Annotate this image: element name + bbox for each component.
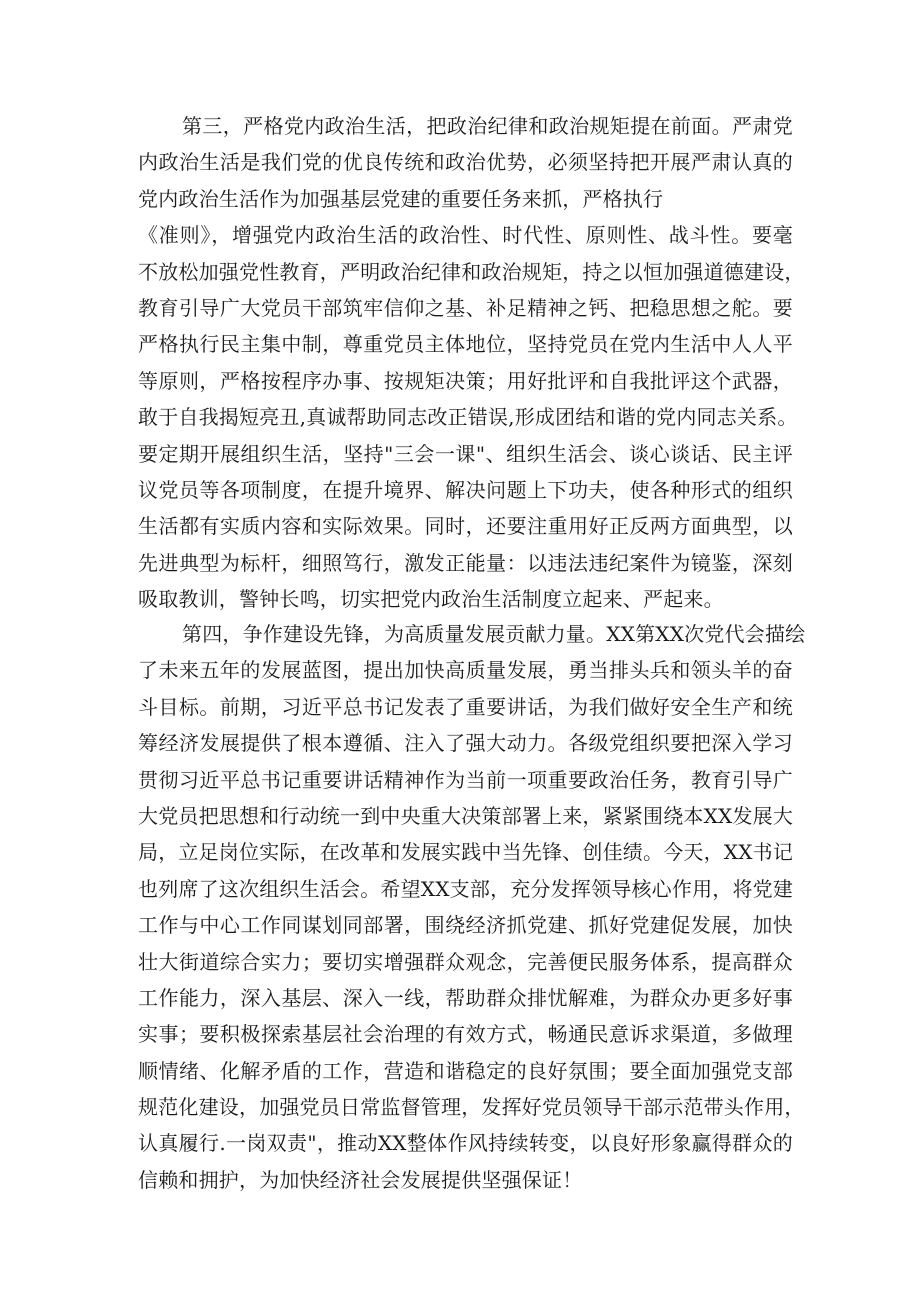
paragraph-line: 也列席了这次组织生活会。希望XX支部，充分发挥领导核心作用，将党建 [138, 876, 794, 901]
paragraph-line: 局，立足岗位实际，在改革和发展实践中当先锋、创佳绩。今天，XX书记 [138, 840, 794, 865]
paragraph-line: 工作能力，深入基层、深入一线，帮助群众排忧解难，为群众办更多好事 [138, 985, 793, 1010]
paragraph-line: 规范化建设，加强党员日常监督管理，发挥好党员领导干部示范带头作用， [138, 1095, 805, 1120]
paragraph-fourth-point [138, 616, 806, 1198]
paragraph-line: 第四，争作建设先锋，为高质量发展贡献力量。XX第XX次党代会描绘 [182, 622, 806, 646]
paragraph-line: 壮大街道综合实力；要切实增强群众观念，完善便民服务体系，提高群众 [138, 949, 793, 974]
paragraph-line: 内政治生活是我们党的优良传统和政治优势，必须坚持把开展严肃认真的 [138, 150, 793, 175]
paragraph-line: 《准则》，增强党内政治生活的政治性、时代性、原则性、战斗性。要毫 [138, 223, 793, 248]
paragraph-line: 等原则，严格按程序办事、按规矩决策；用好批评和自我批评这个武器， [138, 368, 793, 393]
paragraph-line: 议党员等各项制度，在提升境界、解决问题上下功夫，使各种形式的组织 [138, 477, 793, 502]
paragraph-line: 要定期开展组织生活，坚持"三会一课"、组织生活会、谈心谈话、民主评 [138, 441, 793, 466]
paragraph-line: 严格执行民主集中制，尊重党员主体地位，坚持党员在党内生活中人人平 [138, 332, 793, 357]
paragraph-line: 了未来五年的发展蓝图，提出加快高质量发展，勇当排头兵和领头羊的奋 [138, 658, 793, 683]
paragraph-line: 不放松加强党性教育，严明政治纪律和政治规矩，持之以恒加强道德建设， [138, 259, 805, 284]
paragraph-line: 先进典型为标杆，细照笃行，激发正能量：以违法违纪案件为镜鉴，深刻 [138, 550, 793, 575]
paragraph-line: 工作与中心工作同谋划同部署，围绕经济抓党建、抓好党建促发展，加快 [138, 913, 793, 938]
paragraph-line: 认真履行.一岗双责"，推动XX整体作风持续转变，以良好形象赢得群众的 [138, 1131, 793, 1156]
paragraph-line: 筹经济发展提供了根本遵循、注入了强大动力。各级党组织要把深入学习 [138, 731, 793, 756]
paragraph-line: 教育引导广大党员干部筑牢信仰之基、补足精神之钙、把稳思想之舵。要 [138, 295, 793, 320]
paragraph-line: 实事；要积极探索基层社会治理的有效方式，畅通民意诉求渠道，多做理 [138, 1022, 793, 1047]
paragraph-line: 敢于自我揭短亮丑,真诚帮助同志改正错误,形成团结和谐的党内同志关系。 [138, 405, 798, 430]
paragraph-line: 斗目标。前期，习近平总书记发表了重要讲话，为我们做好安全生产和统 [138, 694, 793, 719]
paragraph-line: 吸取教训，警钟长鸣，切实把党内政治生活制度立起来、严起来。 [138, 587, 724, 612]
paragraph-line: 顺情绪、化解矛盾的工作，营造和谐稳定的良好氛围；要全面加强党支部 [138, 1058, 793, 1083]
paragraph-line: 信赖和拥护，为加快经济社会发展提供坚强保证！ [138, 1167, 583, 1192]
paragraph-line: 生活都有实质内容和实际效果。同时，还要注重用好正反两方面典型，以 [138, 514, 793, 539]
paragraph-line: 贯彻习近平总书记重要讲话精神作为当前一项重要政治任务，教育引导广 [138, 767, 793, 792]
paragraph-line: 第三，严格党内政治生活，把政治纪律和政治规矩提在前面。严肃党 [182, 114, 793, 138]
paragraph-line: 党内政治生活作为加强基层党建的重要任务来抓，严格执行 [138, 186, 664, 211]
paragraph-third-point [138, 108, 805, 617]
paragraph-line: 大党员把思想和行动统一到中央重大决策部署上来，紧紧围绕本XX发展大 [138, 803, 794, 828]
